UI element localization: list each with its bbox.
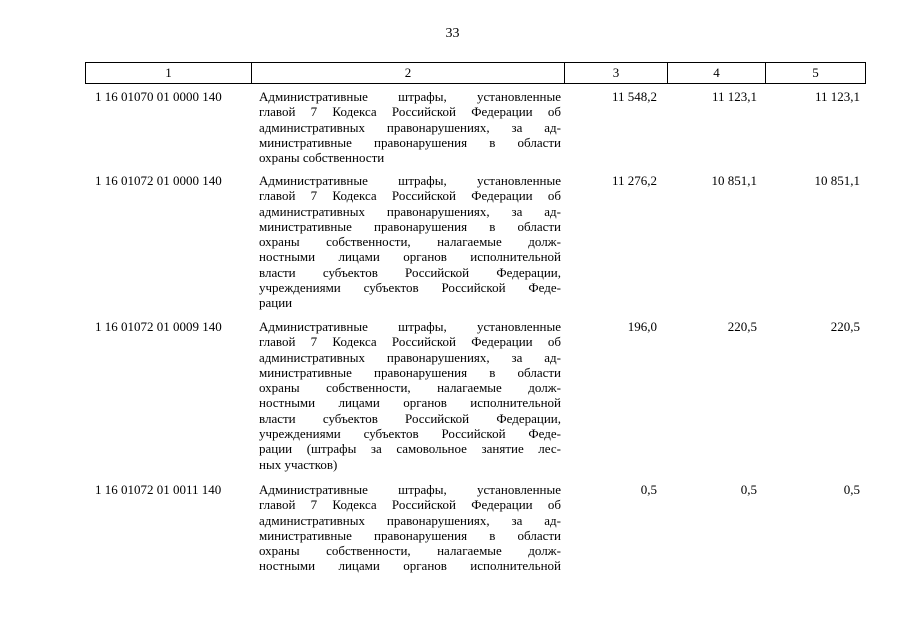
- page-number: 33: [445, 26, 460, 41]
- column-header-3: 3: [565, 63, 668, 84]
- description-line: ностными лицами органов исполнительной: [259, 558, 561, 574]
- column-header-2: 2: [252, 63, 565, 84]
- description-line: Административные штрафы, установленные: [259, 173, 561, 188]
- value-col-4: 0,5: [740, 482, 757, 497]
- description-line: министративные правонарушения в области: [259, 218, 561, 234]
- value-col-4: 11 123,1: [711, 89, 757, 104]
- description-line: административных правонарушениях, за ад-: [259, 119, 561, 135]
- description-line: учреждениями субъектов Российской Феде-: [259, 280, 561, 296]
- description-line: охраны собственности, налагаемые долж-: [259, 543, 561, 559]
- description-line: главой 7 Кодекса Российской Федерации об: [259, 497, 561, 513]
- description-line: главой 7 Кодекса Российской Федерации об: [259, 104, 561, 120]
- column-header-row: [86, 63, 866, 84]
- description-line: ных участков): [259, 456, 338, 472]
- description-line: учреждениями субъектов Российской Феде-: [259, 426, 561, 442]
- description-line: ностными лицами органов исполнительной: [259, 395, 561, 411]
- description-line: Административные штрафы, установленные: [259, 89, 561, 104]
- value-col-3: 11 548,2: [611, 89, 657, 104]
- description-line: Административные штрафы, установленные: [259, 482, 561, 497]
- value-col-3: 0,5: [640, 482, 657, 497]
- description-line: власти субъектов Российской Федерации,: [259, 264, 561, 280]
- value-col-3: 196,0: [627, 319, 657, 334]
- row-description: [259, 173, 561, 311]
- budget-code: 1 16 01072 01 0011 140: [95, 482, 222, 497]
- row-description: [259, 89, 561, 165]
- description-line: ностными лицами органов исполнительной: [259, 249, 561, 265]
- description-line: административных правонарушениях, за ад-: [259, 349, 561, 365]
- budget-code: 1 16 01072 01 0009 140: [95, 319, 222, 334]
- description-line: рации: [259, 295, 293, 311]
- description-line: министративные правонарушения в области: [259, 527, 561, 543]
- description-line: министративные правонарушения в области: [259, 364, 561, 380]
- column-header-1: 1: [86, 63, 252, 84]
- column-header-4: 4: [668, 63, 766, 84]
- description-line: главой 7 Кодекса Российской Федерации об: [259, 334, 561, 350]
- value-col-5: 220,5: [830, 319, 860, 334]
- description-line: рации (штрафы за самовольное занятие лес-: [259, 441, 561, 457]
- value-col-4: 220,5: [727, 319, 757, 334]
- description-line: охраны собственности: [259, 150, 385, 166]
- description-line: административных правонарушениях, за ад-: [259, 512, 561, 528]
- column-header-table: [85, 62, 866, 84]
- row-description: [259, 482, 561, 574]
- description-line: власти субъектов Российской Федерации,: [259, 410, 561, 426]
- row-description: [259, 319, 561, 472]
- description-line: Административные штрафы, установленные: [259, 319, 561, 334]
- value-col-5: 0,5: [843, 482, 860, 497]
- description-line: министративные правонарушения в области: [259, 134, 561, 150]
- column-header-5: 5: [766, 63, 866, 84]
- description-line: главой 7 Кодекса Российской Федерации об: [259, 188, 561, 204]
- description-line: административных правонарушениях, за ад-: [259, 203, 561, 219]
- budget-code: 1 16 01070 01 0000 140: [95, 89, 222, 104]
- value-col-5: 10 851,1: [814, 173, 860, 188]
- value-col-5: 11 123,1: [814, 89, 860, 104]
- value-col-3: 11 276,2: [611, 173, 657, 188]
- value-col-4: 10 851,1: [711, 173, 757, 188]
- description-line: охраны собственности, налагаемые долж-: [259, 380, 561, 396]
- description-line: охраны собственности, налагаемые долж-: [259, 234, 561, 250]
- budget-code: 1 16 01072 01 0000 140: [95, 173, 222, 188]
